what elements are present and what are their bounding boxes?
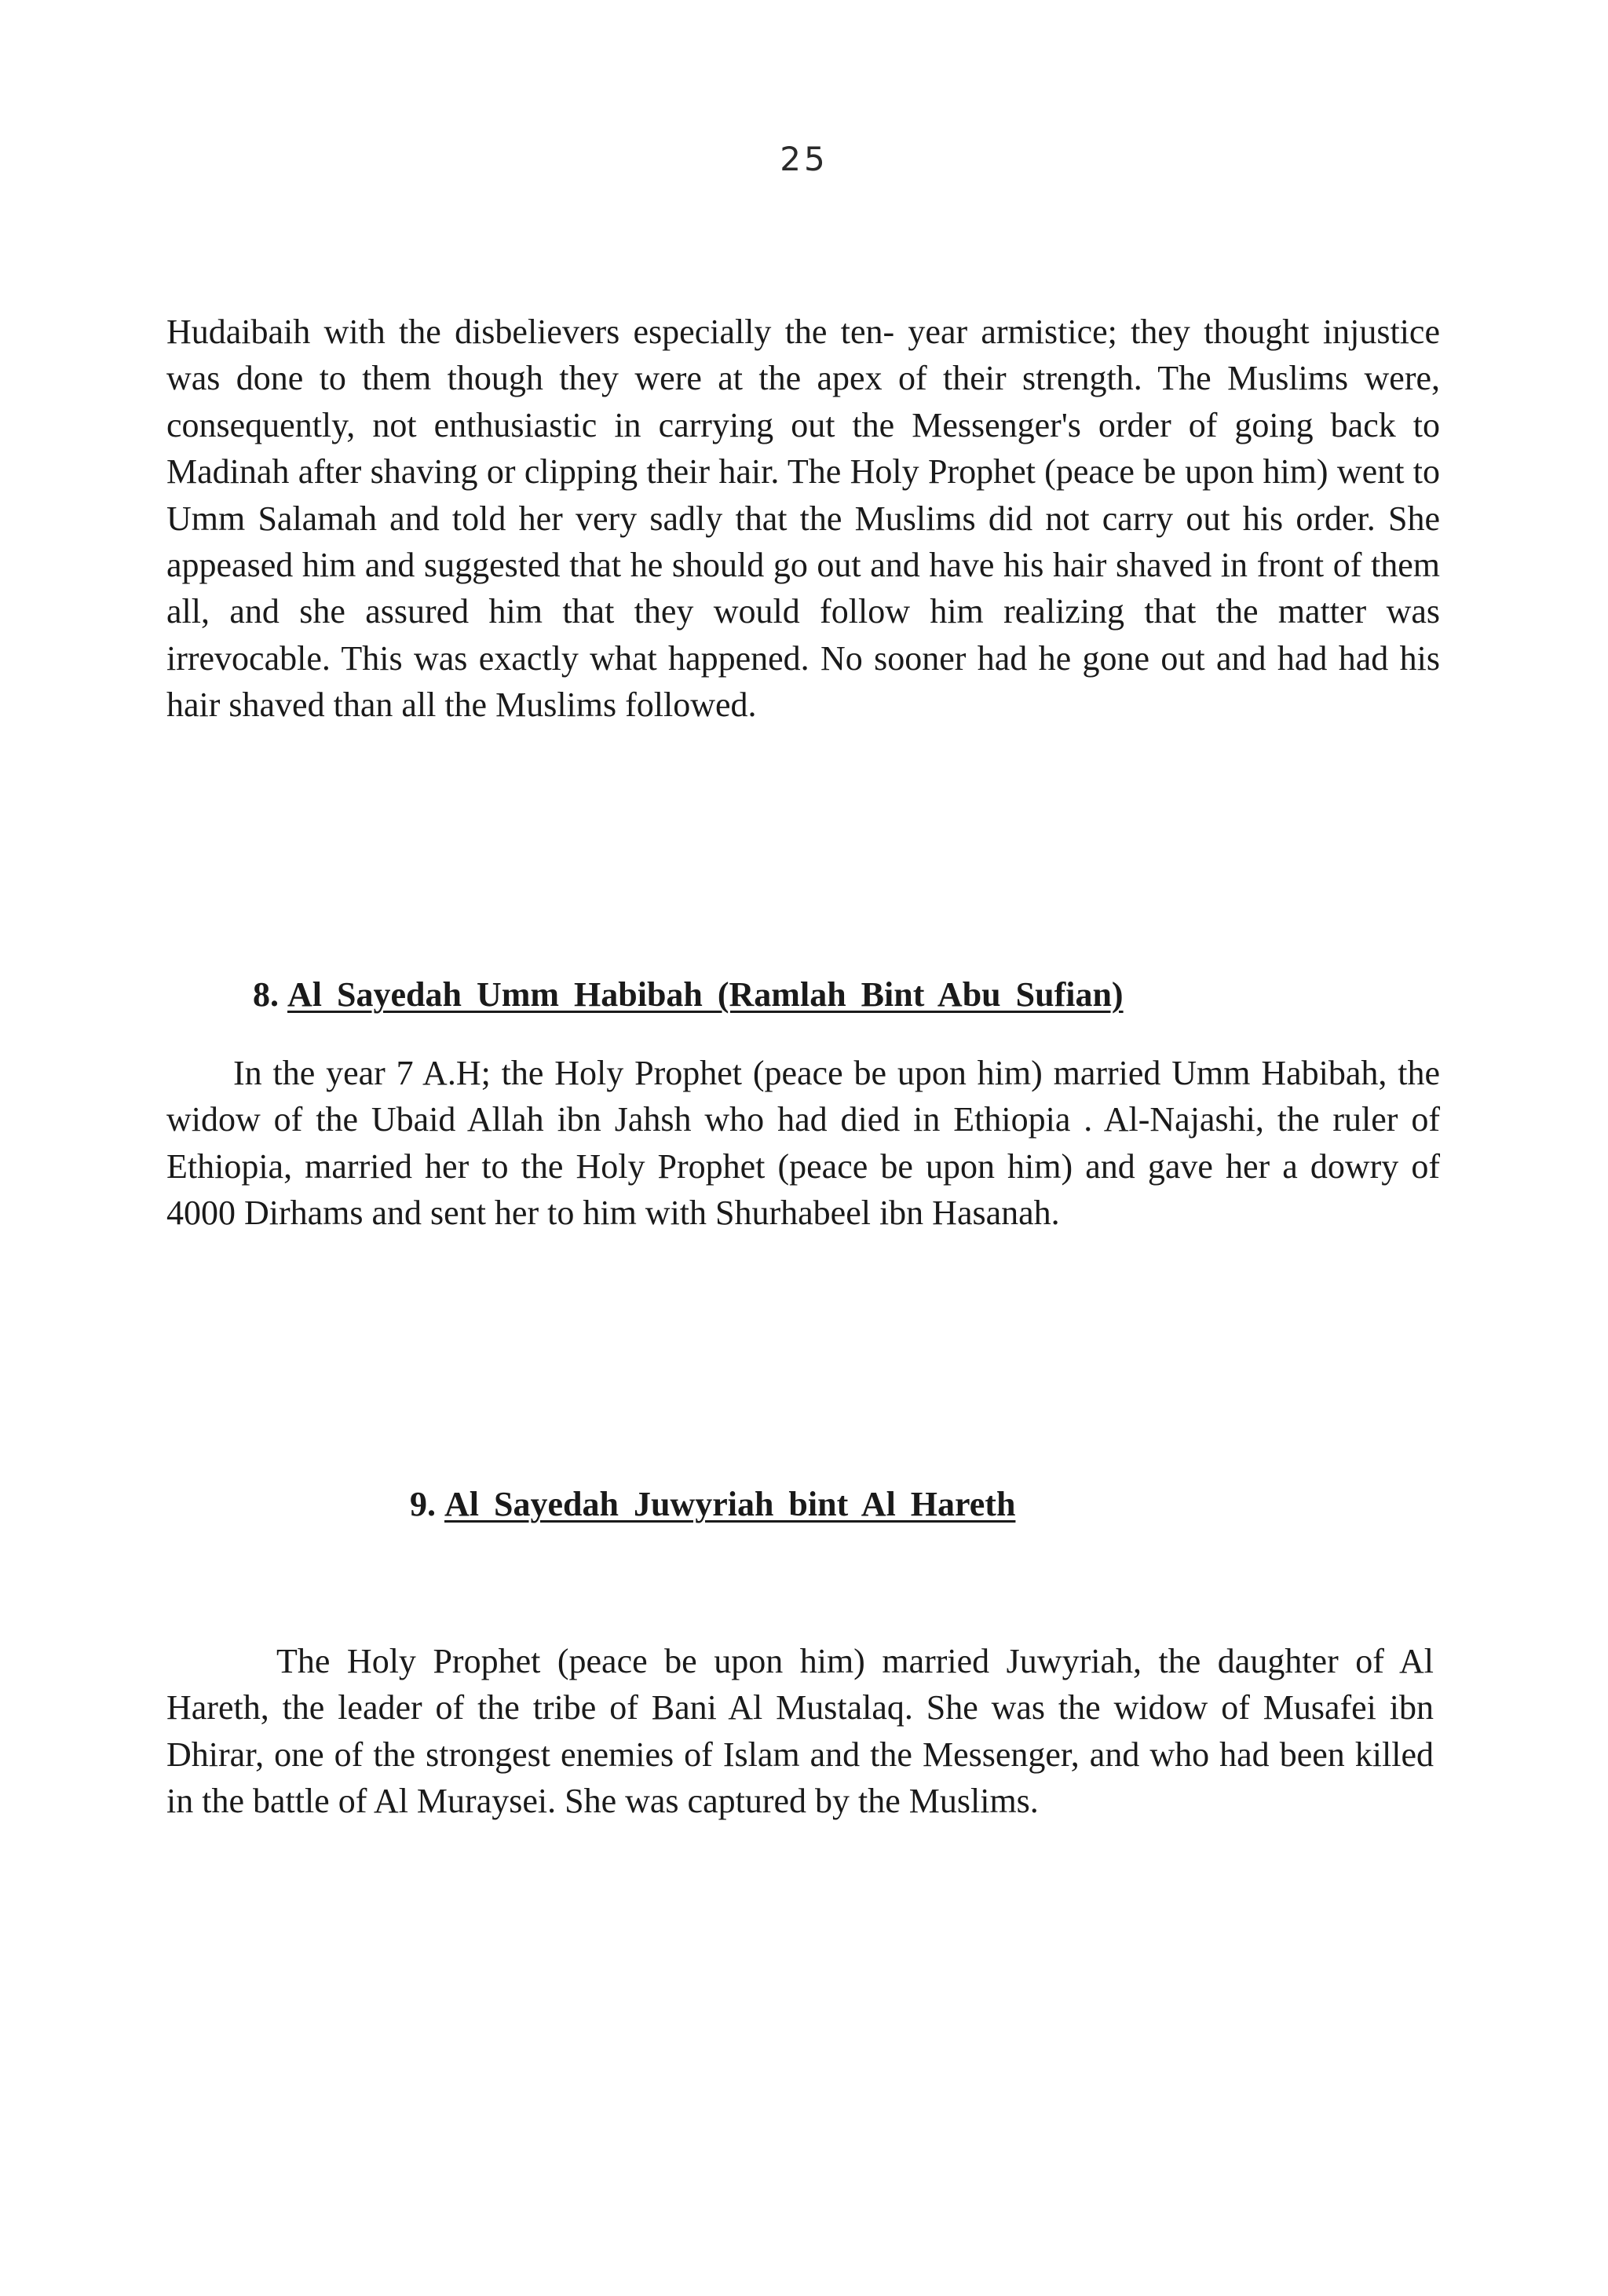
intro-paragraph: Hudaibaih with the disbelievers especially the ten- year armistice; they thought injustice was done to them though they were at the apex of their strength. The Muslims were, consequently, not enthusiastic in carrying out the Messenger's order of going back to Madinah after shaving or clipping their hair. The Holy Prophet (peace be upon him) went to Umm Salamah and told her very sadly that the Muslims did not carry out his order. She appeased him and suggested that he should go out and have his hair shaved in front of them all, and she assured him that they would follow him realizing that the matter was irrevocable. This was exactly what happened. No sooner had he gone out and had had his hair shaved than all the Muslims followed.: [166, 313, 1440, 725]
section-number: 8.: [253, 975, 279, 1014]
section-number: 9.: [410, 1485, 436, 1523]
section-heading-juwyriah: [410, 1483, 1015, 1526]
umm-habibah-paragraph: In the year 7 A.H; the Holy Prophet (peace be upon him) married Umm Habibah, the widow of the Ubaid Allah ibn Jahsh who had died in Ethiopia . Al-Najashi, the ruler of Ethiopia, married her to the Holy Prophet (peace be upon him) and gave her a dowry of 4000 Dirhams and sent her to him with Shurhabeel ibn Hasanah.: [166, 1054, 1440, 1233]
page-number: 25: [780, 140, 828, 178]
juwyriah-paragraph: The Holy Prophet (peace be upon him) married Juwyriah, the daughter of Al Hareth, the leader of the tribe of Bani Al Mustalaq. She was the widow of Musafei ibn Dhirar, one of the strongest enemies of Islam and the Messenger, and who had been killed in the battle of Al Muraysei. She was captured by the Muslims.: [166, 1642, 1434, 1821]
section-title: Al Sayedah Umm Habibah (Ramlah Bint Abu Sufian): [287, 975, 1124, 1014]
section-heading-umm-habibah: [253, 973, 1124, 1017]
section-title: Al Sayedah Juwyriah bint Al Hareth: [444, 1485, 1016, 1523]
